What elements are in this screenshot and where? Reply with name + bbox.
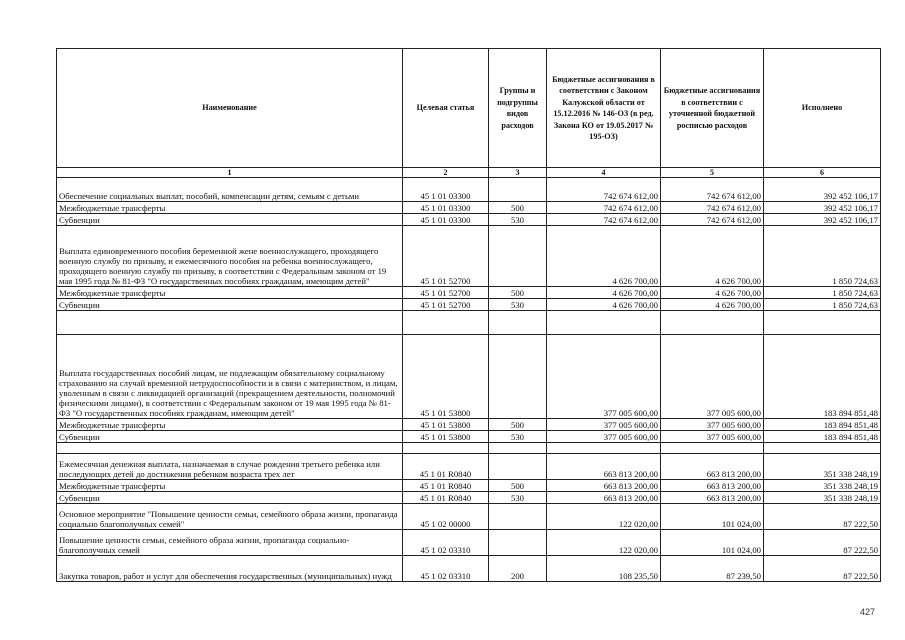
expense-group-code: 500 bbox=[489, 202, 547, 214]
spacer-row bbox=[57, 311, 881, 335]
expense-group-code: 500 bbox=[489, 287, 547, 299]
row-name: Субвенции bbox=[57, 431, 403, 443]
row-name: Межбюджетные трансферты bbox=[57, 480, 403, 492]
budget-law-amount: 663 813 200,00 bbox=[547, 480, 661, 492]
empty-cell bbox=[547, 311, 661, 335]
column-number: 6 bbox=[764, 168, 881, 178]
executed-amount: 351 338 248,19 bbox=[764, 480, 881, 492]
budget-law-amount: 108 235,50 bbox=[547, 556, 661, 582]
column-number: 4 bbox=[547, 168, 661, 178]
header-name: Наименование bbox=[57, 49, 403, 168]
row-name: Закупка товаров, работ и услуг для обеспечения государственных (муниципальных) нужд bbox=[57, 556, 403, 582]
executed-amount: 1 850 724,63 bbox=[764, 287, 881, 299]
executed-amount: 392 452 106,17 bbox=[764, 214, 881, 226]
table-row bbox=[57, 492, 881, 504]
executed-amount: 183 894 851,48 bbox=[764, 431, 881, 443]
budget-law-amount: 377 005 600,00 bbox=[547, 335, 661, 419]
expense-group-code bbox=[489, 530, 547, 556]
header-target-article: Целевая статья bbox=[403, 49, 489, 168]
row-name: Межбюджетные трансферты bbox=[57, 202, 403, 214]
expense-group-code bbox=[489, 178, 547, 202]
executed-amount: 392 452 106,17 bbox=[764, 202, 881, 214]
target-article-code: 45 1 01 03300 bbox=[403, 214, 489, 226]
row-name: Повышение ценности семьи, семейного образа жизни, пропаганда социально-благополучных семей bbox=[57, 530, 403, 556]
column-number: 1 bbox=[57, 168, 403, 178]
empty-cell bbox=[547, 443, 661, 454]
budget-adjusted-amount: 663 813 200,00 bbox=[661, 492, 764, 504]
table-row bbox=[57, 178, 881, 202]
empty-cell bbox=[57, 311, 403, 335]
target-article-code: 45 1 01 53800 bbox=[403, 419, 489, 431]
budget-adjusted-amount: 101 024,00 bbox=[661, 530, 764, 556]
executed-amount: 351 338 248,19 bbox=[764, 454, 881, 480]
table-row bbox=[57, 335, 881, 419]
empty-cell bbox=[661, 311, 764, 335]
expense-group-code bbox=[489, 504, 547, 530]
budget-law-amount: 122 020,00 bbox=[547, 530, 661, 556]
budget-law-amount: 122 020,00 bbox=[547, 504, 661, 530]
budget-adjusted-amount: 663 813 200,00 bbox=[661, 454, 764, 480]
expense-group-code: 530 bbox=[489, 299, 547, 311]
row-name: Выплата единовременного пособия беременной жене военнослужащего, проходящего военную службу по призыву, и ежемесячного пособия на ребенка военнослужащего, проходящего военную службу по призыву, в соответствии с Федеральным законом от 19 мая 1995 года № 81-ФЗ "О государственных пособиях гражданам, имеющим детей" bbox=[57, 226, 403, 287]
budget-law-amount: 742 674 612,00 bbox=[547, 202, 661, 214]
expense-group-code: 500 bbox=[489, 480, 547, 492]
target-article-code: 45 1 01 R0840 bbox=[403, 480, 489, 492]
budget-adjusted-amount: 377 005 600,00 bbox=[661, 335, 764, 419]
executed-amount: 87 222,50 bbox=[764, 530, 881, 556]
page-number: 427 bbox=[860, 607, 876, 617]
budget-adjusted-amount: 4 626 700,00 bbox=[661, 226, 764, 287]
budget-adjusted-amount: 4 626 700,00 bbox=[661, 287, 764, 299]
table-row bbox=[57, 287, 881, 299]
budget-adjusted-amount: 377 005 600,00 bbox=[661, 419, 764, 431]
table-body bbox=[57, 178, 881, 582]
budget-adjusted-amount: 742 674 612,00 bbox=[661, 178, 764, 202]
budget-adjusted-amount: 87 239,50 bbox=[661, 556, 764, 582]
executed-amount: 392 452 106,17 bbox=[764, 178, 881, 202]
header-expense-groups: Группы и подгруппы видов расходов bbox=[489, 49, 547, 168]
executed-amount: 87 222,50 bbox=[764, 556, 881, 582]
table-row bbox=[57, 226, 881, 287]
expense-group-code: 530 bbox=[489, 214, 547, 226]
column-number: 2 bbox=[403, 168, 489, 178]
target-article-code: 45 1 01 R0840 bbox=[403, 492, 489, 504]
table-row bbox=[57, 214, 881, 226]
table-row bbox=[57, 454, 881, 480]
budget-law-amount: 4 626 700,00 bbox=[547, 226, 661, 287]
target-article-code: 45 1 01 52700 bbox=[403, 299, 489, 311]
expense-group-code: 530 bbox=[489, 431, 547, 443]
header-row bbox=[57, 49, 881, 168]
budget-adjusted-amount: 377 005 600,00 bbox=[661, 431, 764, 443]
row-name: Субвенции bbox=[57, 214, 403, 226]
target-article-code: 45 1 01 R0840 bbox=[403, 454, 489, 480]
executed-amount: 1 850 724,63 bbox=[764, 226, 881, 287]
header-budget-law: Бюджетные ассигнования в соответствии с Законом Калужской области от 15.12.2016 № 146-ОЗ (в ред. Закона КО от 19.05.2017 № 195-ОЗ) bbox=[547, 49, 661, 168]
expense-group-code bbox=[489, 454, 547, 480]
target-article-code: 45 1 02 00000 bbox=[403, 504, 489, 530]
empty-cell bbox=[403, 443, 489, 454]
executed-amount: 183 894 851,48 bbox=[764, 335, 881, 419]
table-row bbox=[57, 556, 881, 582]
empty-cell bbox=[764, 443, 881, 454]
target-article-code: 45 1 01 53800 bbox=[403, 431, 489, 443]
target-article-code: 45 1 01 03300 bbox=[403, 178, 489, 202]
row-name: Основное мероприятие "Повышение ценности семьи, семейного образа жизни, пропаганда социально благополучных семей" bbox=[57, 504, 403, 530]
budget-adjusted-amount: 742 674 612,00 bbox=[661, 202, 764, 214]
budget-law-amount: 377 005 600,00 bbox=[547, 419, 661, 431]
budget-law-amount: 663 813 200,00 bbox=[547, 454, 661, 480]
table-row bbox=[57, 419, 881, 431]
executed-amount: 351 338 248,19 bbox=[764, 492, 881, 504]
column-number-row bbox=[57, 168, 881, 178]
row-name: Выплата государственных пособий лицам, не подлежащим обязательному социальному страхованию на случай временной нетрудоспособности и в связи с материнством, и лицам, уволенным в связи с ликвидацией организаций (прекращением деятельности, полномочий физическими лицами), в соответствии с Федеральным законом от 19 мая 1995 года № 81-ФЗ "О государственных пособиях гражданам, имеющим детей" bbox=[57, 335, 403, 419]
target-article-code: 45 1 01 53800 bbox=[403, 335, 489, 419]
empty-cell bbox=[764, 311, 881, 335]
executed-amount: 1 850 724,63 bbox=[764, 299, 881, 311]
table-row bbox=[57, 431, 881, 443]
budget-law-amount: 4 626 700,00 bbox=[547, 287, 661, 299]
row-name: Обеспечение социальных выплат, пособий, компенсации детям, семьям с детьми bbox=[57, 178, 403, 202]
row-name: Субвенции bbox=[57, 299, 403, 311]
budget-table bbox=[56, 48, 881, 582]
budget-law-amount: 742 674 612,00 bbox=[547, 178, 661, 202]
budget-adjusted-amount: 663 813 200,00 bbox=[661, 480, 764, 492]
expense-group-code: 200 bbox=[489, 556, 547, 582]
target-article-code: 45 1 01 03300 bbox=[403, 202, 489, 214]
header-executed: Исполнено bbox=[764, 49, 881, 168]
budget-law-amount: 377 005 600,00 bbox=[547, 431, 661, 443]
row-name: Ежемесячная денежная выплата, назначаемая в случае рождения третьего ребенка или последующих детей до достижения ребенком возраста трех лет bbox=[57, 454, 403, 480]
budget-adjusted-amount: 101 024,00 bbox=[661, 504, 764, 530]
empty-cell bbox=[489, 311, 547, 335]
empty-cell bbox=[57, 443, 403, 454]
spacer-row bbox=[57, 443, 881, 454]
table-row bbox=[57, 504, 881, 530]
table-row bbox=[57, 299, 881, 311]
target-article-code: 45 1 02 03310 bbox=[403, 530, 489, 556]
column-number: 3 bbox=[489, 168, 547, 178]
executed-amount: 183 894 851,48 bbox=[764, 419, 881, 431]
budget-law-amount: 742 674 612,00 bbox=[547, 214, 661, 226]
table-row bbox=[57, 480, 881, 492]
row-name: Субвенции bbox=[57, 492, 403, 504]
expense-group-code bbox=[489, 335, 547, 419]
empty-cell bbox=[661, 443, 764, 454]
expense-group-code: 530 bbox=[489, 492, 547, 504]
header-budget-adjusted: Бюджетные ассигнования в соответствии с уточненной бюджетной росписью расходов bbox=[661, 49, 764, 168]
expense-group-code: 500 bbox=[489, 419, 547, 431]
table-row bbox=[57, 202, 881, 214]
budget-law-amount: 4 626 700,00 bbox=[547, 299, 661, 311]
budget-adjusted-amount: 4 626 700,00 bbox=[661, 299, 764, 311]
table-row bbox=[57, 530, 881, 556]
budget-law-amount: 663 813 200,00 bbox=[547, 492, 661, 504]
executed-amount: 87 222,50 bbox=[764, 504, 881, 530]
row-name: Межбюджетные трансферты bbox=[57, 419, 403, 431]
row-name: Межбюджетные трансферты bbox=[57, 287, 403, 299]
target-article-code: 45 1 01 52700 bbox=[403, 226, 489, 287]
column-number: 5 bbox=[661, 168, 764, 178]
expense-group-code bbox=[489, 226, 547, 287]
budget-adjusted-amount: 742 674 612,00 bbox=[661, 214, 764, 226]
target-article-code: 45 1 01 52700 bbox=[403, 287, 489, 299]
empty-cell bbox=[403, 311, 489, 335]
target-article-code: 45 1 02 03310 bbox=[403, 556, 489, 582]
empty-cell bbox=[489, 443, 547, 454]
